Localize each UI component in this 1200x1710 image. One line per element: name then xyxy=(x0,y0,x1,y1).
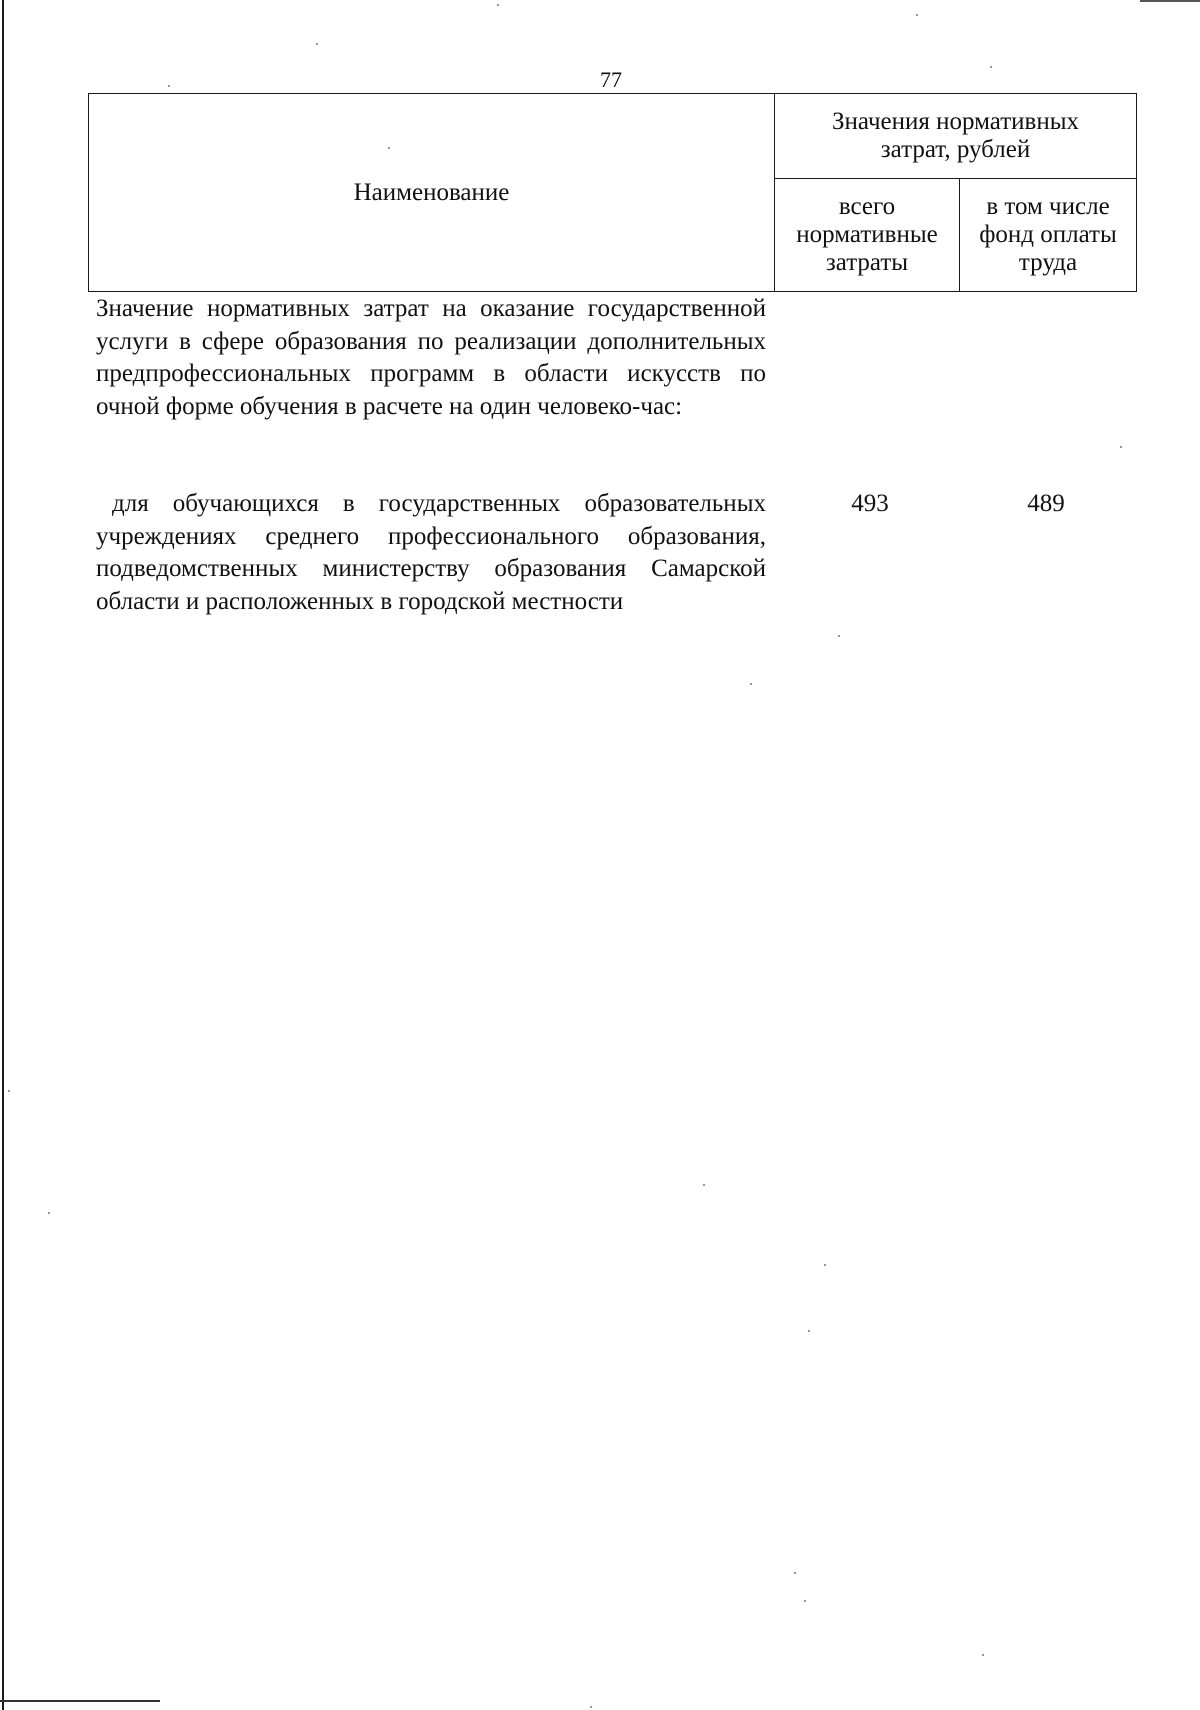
scan-speck xyxy=(168,85,170,87)
header-wage-label: в том числе фонд оплаты труда xyxy=(979,193,1117,276)
scan-speck xyxy=(916,14,918,16)
page-number: 77 xyxy=(600,67,622,92)
header-group-label: Значения нормативных затрат, рублей xyxy=(831,108,1080,163)
scan-speck xyxy=(804,1600,806,1602)
scan-speck xyxy=(990,66,992,68)
table-header xyxy=(88,93,1137,292)
scan-speck xyxy=(388,147,390,149)
header-total-label: всего нормативные затраты xyxy=(796,193,938,276)
header-name-label: Наименование xyxy=(353,178,510,206)
page-edge-left xyxy=(2,0,4,1710)
scan-speck xyxy=(824,1264,826,1266)
intro-paragraph: Значение нормативных затрат на оказание государственной услуги в сфере образования по реализации дополнительных предпрофессиональных программ в области искусств по очной форме обучения в расчете на один человеко-час: xyxy=(96,295,766,420)
header-name-cell xyxy=(89,94,775,292)
scan-speck xyxy=(838,635,840,637)
scan-speck xyxy=(316,43,318,45)
scan-speck xyxy=(8,1090,10,1092)
header-group-cell xyxy=(775,94,1137,179)
scan-speck xyxy=(590,1706,592,1708)
scan-speck xyxy=(750,683,752,685)
page-edge-bottom xyxy=(0,1700,160,1702)
page-edge-top xyxy=(1140,0,1200,2)
scan-speck xyxy=(808,1330,810,1332)
scan-speck xyxy=(703,1184,705,1186)
scan-speck xyxy=(982,1654,984,1656)
scan-speck xyxy=(1120,446,1122,448)
row-name: для обучающихся в государственных образовательных учреждениях среднего профессионального образования, подведомственных министерству образования Самарской области и расположенных в городской местности xyxy=(96,490,766,615)
header-total-cell xyxy=(775,179,960,292)
row-wage-value: 489 xyxy=(1027,490,1065,517)
scan-speck xyxy=(48,1212,50,1214)
scan-speck xyxy=(497,4,499,6)
scan-speck xyxy=(794,1572,796,1574)
header-wage-cell xyxy=(960,179,1137,292)
row-total-value: 493 xyxy=(851,490,889,517)
